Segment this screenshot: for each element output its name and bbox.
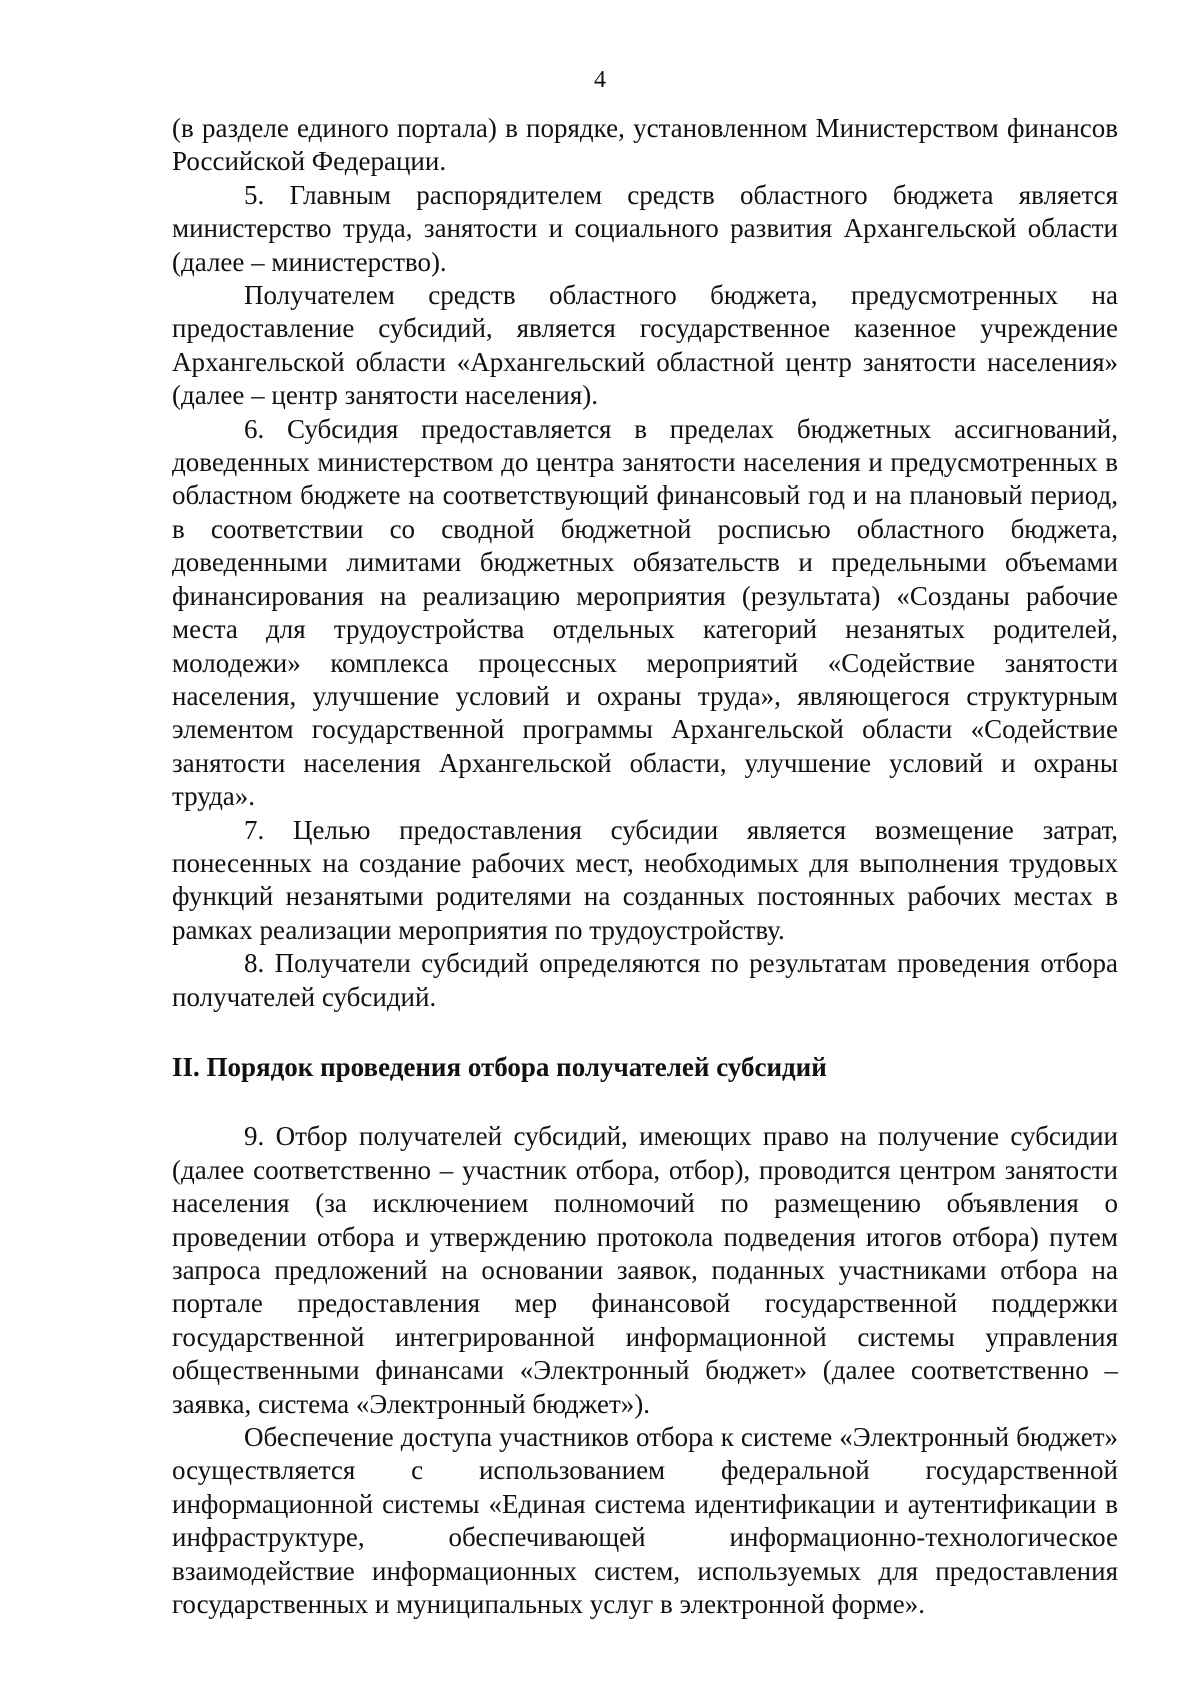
paragraph: 9. Отбор получателей субсидий, имеющих право на получение субсидии (далее соответственно – участник отбора, отбор), проводится центром занятости населения (за исключением полномочий по размещению объявления о проведении отбора и утверждению протокола подведения итогов отбора) путем запроса предложений на основании заявок, поданных участниками отбора на портале предоставления мер финансовой государственной поддержки государственной интегрированной информационной системы управления общественными финансами «Электронный бюджет» (далее соответственно – заявка, система «Электронный бюджет»).	[172, 1121, 1118, 1419]
paragraph: Получателем средств областного бюджета, предусмотренных на предоставление субсидий, является государственное казенное учреждение Архангельской области «Архангельский областной центр занятости населения» (далее – центр занятости населения).	[172, 280, 1118, 411]
paragraph: (в разделе единого портала) в порядке, установленном Министерством финансов Российской Федерации.	[172, 113, 1118, 177]
paragraphs-before	[172, 112, 1118, 1014]
page-number: 4	[594, 67, 606, 93]
paragraphs-after	[172, 1120, 1118, 1621]
document-body	[172, 112, 1118, 1621]
section-heading: II. Порядок проведения отбора получателей субсидий	[172, 1051, 827, 1082]
paragraph: 8. Получатели субсидий определяются по результатам проведения отбора получателей субсидий.	[172, 948, 1118, 1012]
paragraph: 5. Главным распорядителем средств областного бюджета является министерство труда, занятости и социального развития Архангельской области (далее – министерство).	[172, 179, 1118, 277]
paragraph: 6. Субсидия предоставляется в пределах бюджетных ассигнований, доведенных министерством до центра занятости населения и предусмотренных в областном бюджете на соответствующий финансовый год и на плановый период, в соответствии со сводной бюджетной росписью областного бюджета, доведенными лимитами бюджетных обязательств и предельными объемами финансирования на реализацию мероприятия (результата) «Созданы рабочие места для трудоустройства отдельных категорий незанятых родителей, молодежи» комплекса процессных мероприятий «Содействие занятости населения, улучшение условий и охраны труда», являющегося структурным элементом государственной программы Архангельской области «Содействие занятости населения Архангельской области, улучшение условий и охраны труда».	[172, 413, 1118, 812]
paragraph: Обеспечение доступа участников отбора к системе «Электронный бюджет» осуществляется с использованием федеральной государственной информационной системы «Единая система идентификации и аутентификации в инфраструктуре, обеспечивающей информационно-технологическое взаимодействие информационных систем, используемых для предоставления государственных и муниципальных услуг в электронной форме».	[172, 1422, 1118, 1620]
paragraph: 7. Целью предоставления субсидии является возмещение затрат, понесенных на создание рабочих мест, необходимых для выполнения трудовых функций незанятыми родителями на созданных постоянных рабочих местах в рамках реализации мероприятия по трудоустройству.	[172, 814, 1118, 945]
